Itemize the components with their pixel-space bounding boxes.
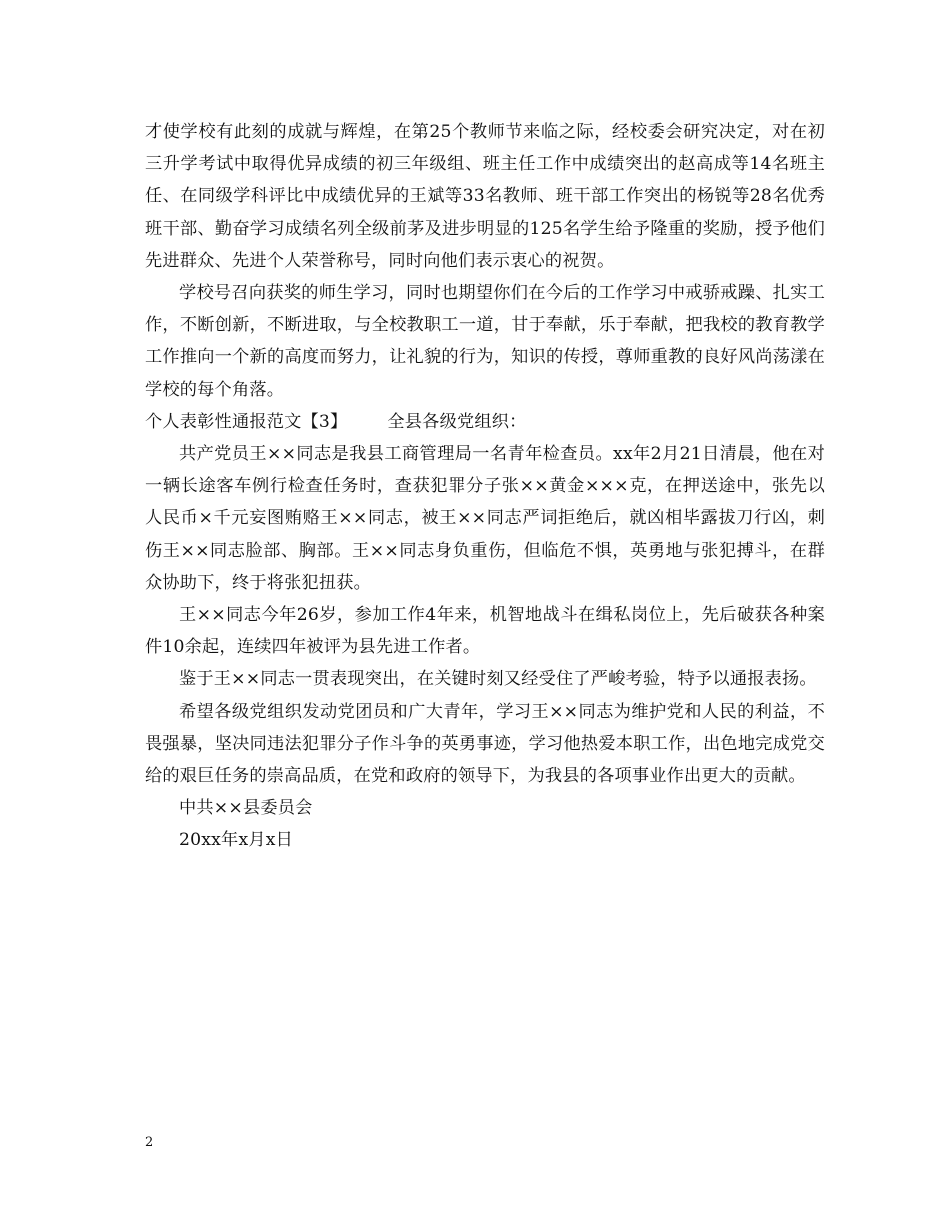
paragraph-appeal: 希望各级党组织发动党团员和广大青年，学习王××同志为维护党和人民的利益，不畏强暴，坚决同违法犯罪分子作斗争的英勇事迹，学习他热爱本职工作，出色地完成党交给的艰巨任务的崇高品质，在党和政府的领导下，为我县的各项事业作出更大的贡献。 [145,701,825,787]
paragraph-commendation: 鉴于王××同志一贯表现突出，在关键时刻又经受住了严峻考验，特予以通报表扬。 [179,669,817,690]
section-heading [145,406,825,438]
paragraph-incident: 共产党员王××同志是我县工商管理局一名青年检查员。xx年2月21日清晨，他在对一辆长途客车例行检查任务时，查获犯罪分子张××黄金×××克，在押送途中，张先以人民币×千元妄图贿赂王××同志，被王××同志严词拒绝后，就凶相毕露拔刀行凶，刺伤王××同志脸部、胸部。王××同志身负重伤，但临危不惧，英勇地与张犯搏斗，在群众协助下，终于将张犯扭获。 [145,444,825,593]
salutation: 全县各级党组织： [387,411,527,432]
signature-date: 20xx年x月x日 [179,830,294,851]
page-number: 2 [145,1135,154,1150]
paragraph-award-decision: 才使学校有此刻的成就与辉煌，在第25个教师节来临之际，经校委会研究决定，对在初三升学考试中取得优异成绩的初三年级组、班主任工作中成绩突出的赵高成等14名班主任、在同级学科评比中成绩优异的王斌等33名教师、班干部工作突出的杨锐等28名优秀班干部、勤奋学习成绩名列全级前茅及进步明显的125名学生给予隆重的奖励，授予他们先进群众、先进个人荣誉称号，同时向他们表示衷心的祝贺。 [145,122,825,271]
section-title: 个人表彰性通报范文【3】 [145,411,348,432]
document-body [145,116,825,857]
paragraph-background: 王××同志今年26岁，参加工作4年来，机智地战斗在缉私岗位上，先后破获各种案件10余起，连续四年被评为县先进工作者。 [145,605,825,658]
signature-organization: 中共××县委员会 [179,798,313,819]
paragraph-call-to-learn: 学校号召向获奖的师生学习，同时也期望你们在今后的工作学习中戒骄戒躁、扎实工作，不断创新，不断进取，与全校教职工一道，甘于奉献，乐于奉献，把我校的教育教学工作推向一个新的高度而努力，让礼貌的行为，知识的传授，尊师重教的良好风尚荡漾在学校的每个角落。 [145,283,825,400]
